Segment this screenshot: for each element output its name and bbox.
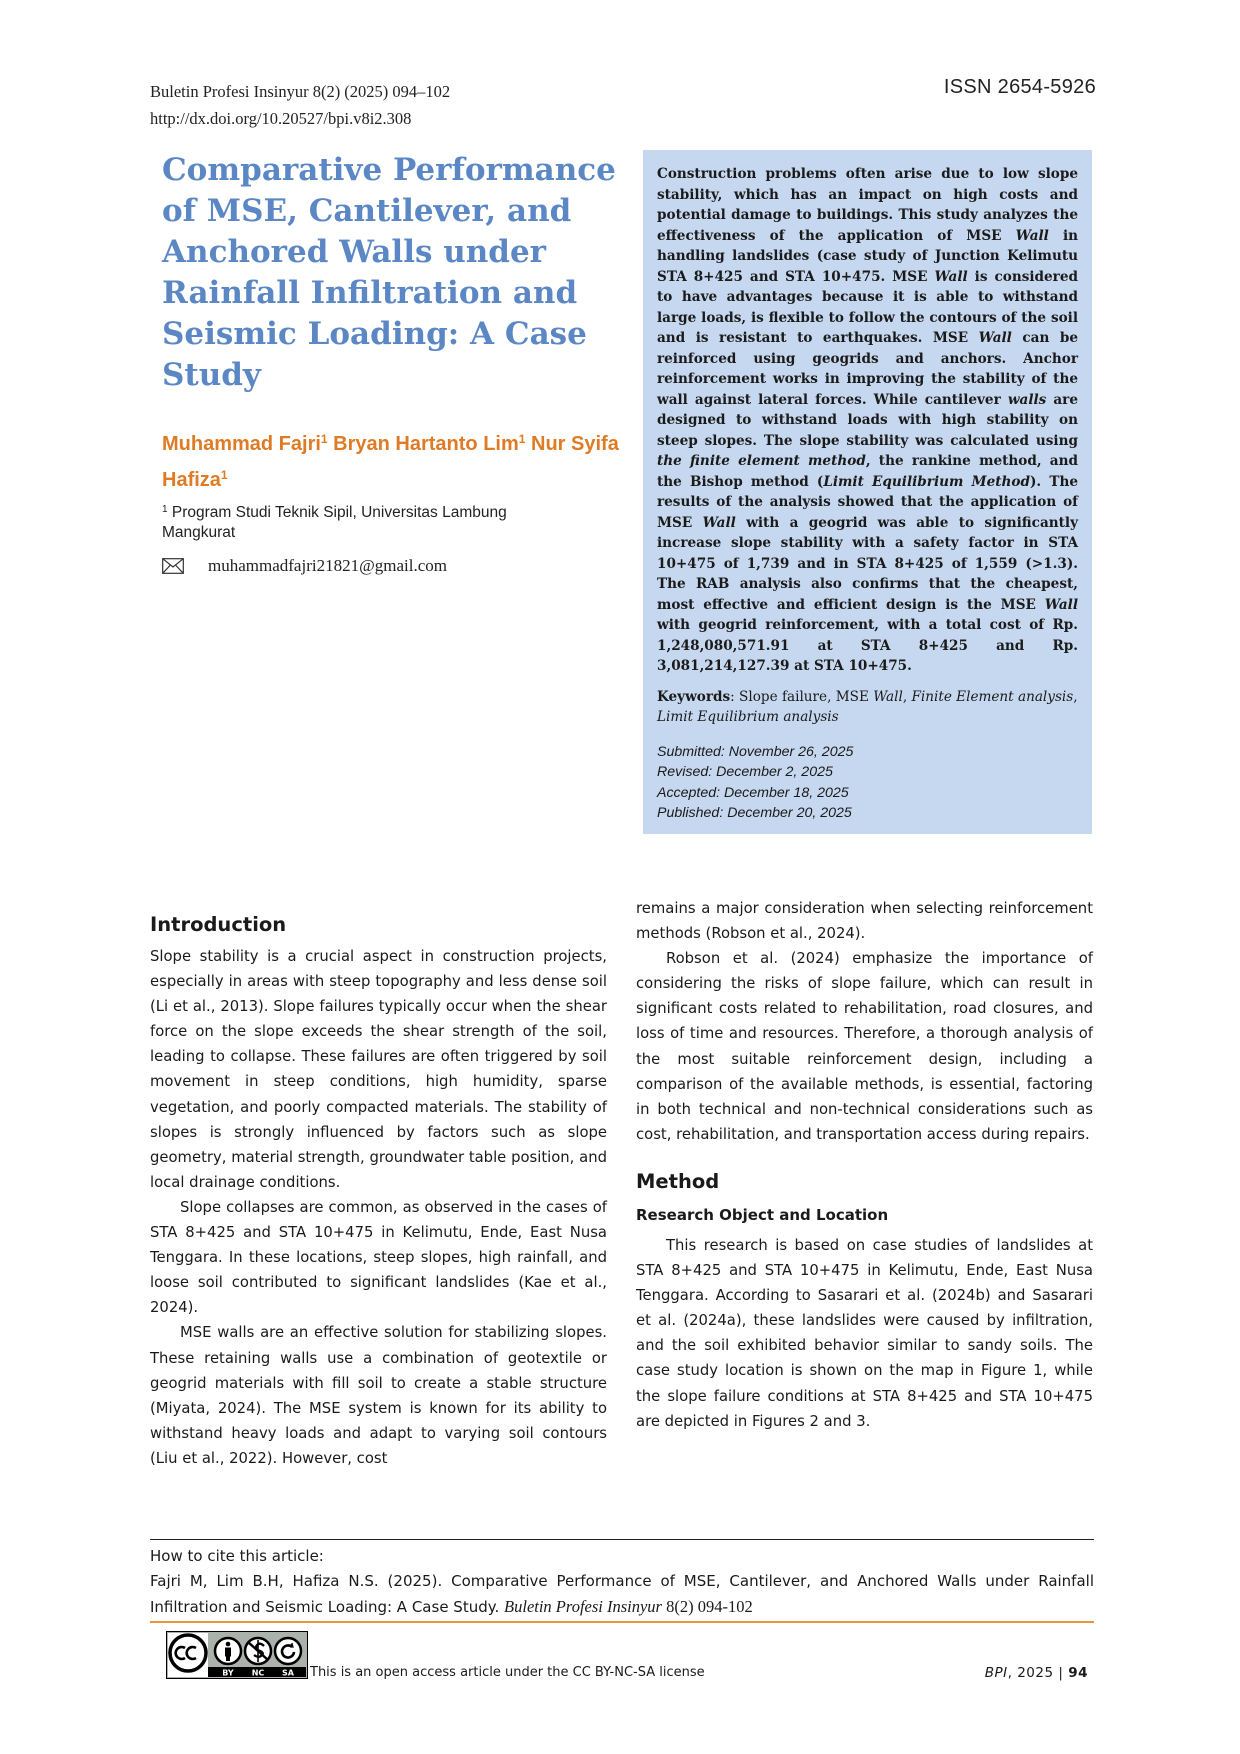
affiliation [162, 500, 582, 543]
subsection-heading: Research Object and Location [636, 1205, 889, 1224]
section-heading-introduction: Introduction [150, 913, 287, 936]
body-column-left [150, 910, 607, 1471]
paragraph: This research is based on case studies of landslides at STA 8+425 and STA 10+475 in Kelimutu, Ende, East Nusa Tenggara. According to Sasarari et al. (2024b) and Sasarari et al. (2024a), these landslides were caused by infiltration, and the soil exhibited behavior similar to sandy soils. The case study location is shown on the map in Figure 1, while the slope failure conditions at STA 8+425 and STA 10+475 are depicted in Figures 2 and 3. [636, 1236, 1093, 1430]
text-run: : Slope failure, MSE [730, 688, 874, 705]
cc-license-badge-icon[interactable] [166, 1631, 308, 1679]
section-gap [636, 1147, 1093, 1167]
italic-term: Wall [702, 514, 736, 531]
article-title: Comparative Performance of MSE, Cantilever, and Anchored Walls under Rainfall Infiltration and Seismic Loading: A Case Study [162, 152, 616, 393]
paragraph: Robson et al. (2024) emphasize the importance of considering the risks of slope failure, which can result in significant costs related to rehabilitation, road closures, and loss of time and resources. Therefore, a thorough analysis of the most suitable reinforcement design, including a comparison of the available methods, is essential, factoring in both technical and non-technical considerations such as cost, rehabilitation, and transportation access during repairs. [636, 950, 1093, 1143]
author-affiliation-mark: 1 [320, 432, 328, 446]
author-name: Bryan Hartanto Lim [333, 433, 519, 455]
affiliation-text: Program Studi Teknik Sipil, Universitas Lambung Mangkurat [162, 504, 507, 541]
affiliation-mark: 1 [162, 504, 168, 515]
author-list [162, 424, 632, 496]
citation-block [150, 1544, 1094, 1620]
body-column-right [636, 896, 1093, 1434]
section-heading-method: Method [636, 1169, 720, 1193]
text-run: can be reinforced using geogrids and anchors. Anchor reinforcement works in improving the stability of the wall against lateral forces. While cantilever [657, 330, 1078, 408]
text-run: with a geogrid was able to significantly increase slope stability with a safety factor in STA 10+475 of 1,739 and in STA 8+425 of 1,559 (>1.3). The RAB analysis also confirms that the cheapest, most effective and efficient design is the MSE [657, 514, 1078, 613]
doi-link[interactable]: http://dx.doi.org/10.20527/bpi.v8i2.308 [150, 109, 412, 128]
keywords-label: Keywords [657, 688, 731, 705]
envelope-icon [162, 558, 184, 574]
correspondence-email [162, 556, 602, 576]
italic-term: Wall [934, 268, 968, 285]
italic-term: Wall [1044, 596, 1078, 613]
text-run: , [902, 688, 912, 705]
italic-term: Wall [978, 330, 1012, 346]
email-address[interactable]: muhammadfajri21821@gmail.com [208, 556, 447, 575]
issn: ISSN 2654-5926 [943, 76, 1096, 98]
text-run: , the rankine method, and the Bishop method ( [657, 453, 1079, 490]
author-affiliation-mark: 1 [220, 468, 228, 482]
author-name: Muhammad Fajri [162, 433, 321, 455]
keywords [657, 687, 1078, 728]
abstract-text [657, 164, 1078, 677]
footer-rule [150, 1539, 1094, 1540]
text-run: ). The results of the analysis showed that the application of MSE [657, 473, 1078, 531]
published-date: Published: December 20, 2025 [657, 805, 852, 821]
license-text: This is an open access article under the CC BY-NC-SA license [310, 1665, 705, 1680]
italic-term: Wall [1015, 227, 1049, 244]
citation-body: Fajri M, Lim B.H, Hafiza N.S. (2025). Comparative Performance of MSE, Cantilever, and Anchored Walls under Rainfall Infiltration and Seismic Loading: A Case Study. [150, 1572, 1094, 1616]
cc-by-label: BY [222, 1668, 234, 1678]
citation-label: How to cite this article: [150, 1547, 324, 1565]
italic-term: Limit Equilibrium analysis [657, 709, 839, 725]
paragraph: MSE walls are an effective solution for stabilizing slopes. These retaining walls use a combination of geotextile or geogrid materials with fill soil to create a stable structure (Miyata, 2024). The MSE system is known for its ability to withstand heavy loads and adapt to varying soil contours (Liu et al., 2022). However, cost [150, 1324, 607, 1467]
page-number: 94 [1068, 1665, 1088, 1681]
running-header [150, 78, 450, 132]
text-run: with geogrid reinforcement, with a total cost of Rp. 1,248,080,571.91 at STA 8+425 and Rp. 3,081,214,127.39 at STA 10+475. [657, 617, 1078, 674]
footer-accent-rule [150, 1621, 1094, 1623]
abstract-box [643, 150, 1092, 834]
italic-term: the finite element method [657, 453, 866, 469]
author-affiliation-mark: 1 [518, 432, 526, 446]
italic-term: walls [1007, 391, 1047, 408]
accepted-date: Accepted: December 18, 2025 [657, 784, 849, 801]
revised-date: Revised: December 2, 2025 [657, 764, 833, 780]
article-dates [657, 742, 1078, 824]
paragraph: Slope collapses are common, as observed in the cases of STA 8+425 and STA 10+475 in Kelimutu, Ende, East Nusa Tenggara. In these locations, steep slopes, high rainfall, and loose soil contributed to significant landslides (Kae et al., 2024). [150, 1198, 607, 1317]
citation-journal: Buletin Profesi Insinyur [504, 1597, 662, 1616]
author-name: Nur Syifa Hafiza [162, 433, 619, 491]
paragraph-continued: remains a major consideration when selecting reinforcement methods (Robson et al., 2024). [636, 900, 1093, 943]
paragraph: Slope stability is a crucial aspect in construction projects, especially in areas with steep topography and less dense soil (Li et al., 2013). Slope failures typically occur when the shear force on the slope exceeds the shear strength of the soil, leading to collapse. These failures are often triggered by soil movement in steep conditions, high humidity, sparse vegetation, and poorly compacted materials. The stability of slopes is strongly influenced by factors such as slope geometry, material strength, groundwater table position, and local drainage conditions. [150, 948, 607, 1191]
citation-text [150, 1569, 1094, 1620]
text-run: are designed to withstand loads with high stability on steep slopes. The slope stability was calculated using [657, 391, 1078, 449]
footer-year: , 2025 | [1007, 1665, 1069, 1681]
footer-journal-abbrev: BPI [984, 1665, 1008, 1681]
journal-citation: Buletin Profesi Insinyur 8(2) (2025) 094–102 [150, 82, 451, 101]
cc-sa-label: SA [282, 1668, 294, 1678]
text-run: is considered to have advantages because it is able to withstand large loads, is flexible to follow the contours of the soil and is resistant to earthquakes. MSE [657, 268, 1078, 346]
italic-term: Wall [873, 688, 903, 705]
submitted-date: Submitted: November 26, 2025 [657, 743, 854, 760]
text-run: , [1073, 688, 1078, 705]
text-run: Construction problems often arise due to low slope stability, which has an impact on high costs and potential damage to buildings. This study analyzes the effectiveness of the application of MSE [657, 166, 1078, 244]
italic-term: Limit Equilibrium Method [823, 473, 1030, 490]
citation-volume: 8(2) 094-102 [661, 1597, 753, 1616]
text-run: in handling landslides (case study of Junction Kelimutu STA 8+425 and STA 10+475. MSE [657, 227, 1079, 285]
cc-nc-label: NC [251, 1668, 265, 1678]
page-footer [985, 1665, 1088, 1681]
italic-term: Finite Element analysis [911, 688, 1074, 705]
